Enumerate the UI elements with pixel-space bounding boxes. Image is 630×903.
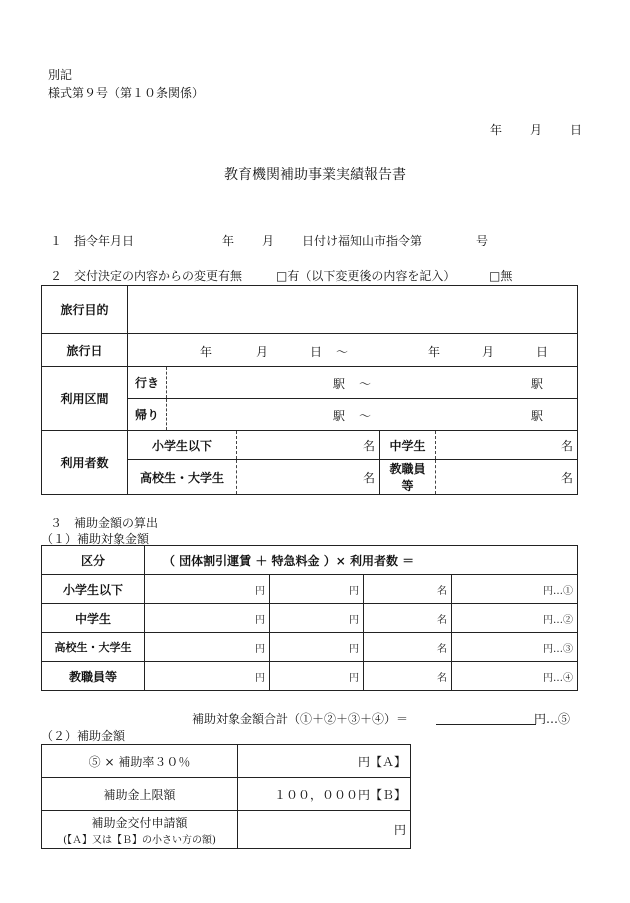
outbound-separator: ～: [359, 377, 372, 391]
count-input[interactable]: 名: [364, 662, 452, 691]
calc-row-label: 高校生・大学生: [42, 633, 145, 662]
calc-row-label: 小学生以下: [42, 575, 145, 604]
count-input[interactable]: 名: [364, 604, 452, 633]
outbound-route-field[interactable]: [167, 367, 578, 399]
calc-table: [41, 545, 578, 691]
trip-day2: 日: [536, 345, 549, 359]
section1-month: 月: [262, 234, 275, 248]
calc-row: [42, 604, 578, 633]
date-day: 日: [570, 123, 583, 137]
fare-input[interactable]: 円: [145, 633, 270, 662]
calc-row: [42, 575, 578, 604]
express-input[interactable]: 円: [270, 662, 364, 691]
count-input[interactable]: 名: [364, 633, 452, 662]
return-separator: ～: [359, 409, 372, 423]
trip-date-separator: ～: [336, 345, 349, 359]
section3-sub1: （１）補助対象金額: [41, 532, 150, 546]
outbound-label: 行き: [128, 367, 167, 399]
section1-label: １ 指令年月日: [50, 234, 135, 248]
high-univ-count[interactable]: 名: [237, 460, 380, 495]
trip-date-field[interactable]: [128, 334, 578, 367]
express-input[interactable]: 円: [270, 604, 364, 633]
result-input[interactable]: 円…④: [452, 662, 578, 691]
high-univ-label: 高校生・大学生: [128, 460, 237, 495]
limit-label: 補助金上限額: [42, 778, 238, 811]
express-input[interactable]: 円: [270, 575, 364, 604]
request-value-field[interactable]: 円: [238, 811, 411, 849]
fare-input[interactable]: 円: [145, 604, 270, 633]
users-label: 利用者数: [42, 431, 128, 495]
express-input[interactable]: 円: [270, 633, 364, 662]
change-yes-option[interactable]: □有（以下変更後の内容を記入）: [276, 269, 456, 283]
staff-count[interactable]: 名: [436, 460, 578, 495]
trip-month2: 月: [482, 345, 495, 359]
formula-header: （ 団体割引運賃 ＋ 特急料金 ）× 利用者数 ＝: [145, 546, 578, 575]
junior-high-label: 中学生: [380, 431, 436, 460]
section3-sub2: （２）補助金額: [41, 729, 126, 743]
request-label: 補助金交付申請額: [91, 815, 188, 830]
return-label: 帰り: [128, 399, 167, 431]
subsidy-table: [41, 744, 411, 849]
result-input[interactable]: 円…①: [452, 575, 578, 604]
trip-day1: 日: [310, 345, 323, 359]
outbound-station-from: 駅: [333, 377, 346, 391]
change-no-option[interactable]: □無: [489, 269, 513, 283]
total-field[interactable]: [436, 724, 536, 725]
section1-no: 号: [476, 234, 489, 248]
rate-label: ⑤ × 補助率３０％: [42, 745, 238, 778]
section3-label: ３ 補助金額の算出: [50, 516, 159, 530]
calc-row: [42, 662, 578, 691]
trip-table: [41, 285, 578, 495]
trip-year2: 年: [428, 345, 441, 359]
result-input[interactable]: 円…②: [452, 604, 578, 633]
page-title: 教育機関補助事業実績報告書: [224, 167, 406, 183]
fare-input[interactable]: 円: [145, 662, 270, 691]
category-header: 区分: [42, 546, 145, 575]
calc-row-label: 中学生: [42, 604, 145, 633]
section2-label: ２ 交付決定の内容からの変更有無: [50, 269, 243, 283]
elementary-label: 小学生以下: [128, 431, 237, 460]
calc-row: [42, 633, 578, 662]
return-station-from: 駅: [333, 409, 346, 423]
trip-year1: 年: [200, 345, 213, 359]
fare-input[interactable]: 円: [145, 575, 270, 604]
date-year: 年: [490, 123, 503, 137]
section1-suffix: 日付け福知山市指令第: [302, 234, 423, 248]
staff-label: 教職員等: [380, 460, 436, 495]
outbound-station-to: 駅: [531, 377, 544, 391]
request-note: (【Ａ】又は【Ｂ】の小さい方の額): [63, 834, 216, 846]
trip-month1: 月: [256, 345, 269, 359]
request-label-cell: [42, 811, 238, 849]
return-route-field[interactable]: [167, 399, 578, 431]
section1-year: 年: [222, 234, 235, 248]
limit-value: １００，０００円【Ｂ】: [238, 778, 411, 811]
purpose-label: 旅行目的: [42, 286, 128, 334]
total-label: 補助対象金額合計（①＋②＋③＋④）＝: [192, 712, 409, 726]
return-station-to: 駅: [531, 409, 544, 423]
rate-value-field[interactable]: 円【Ａ】: [238, 745, 411, 778]
result-input[interactable]: 円…③: [452, 633, 578, 662]
appendix-label: 別記: [48, 68, 73, 82]
route-label: 利用区間: [42, 367, 128, 431]
purpose-field[interactable]: [128, 286, 578, 334]
elementary-count[interactable]: 名: [237, 431, 380, 460]
form-number: 様式第９号（第１０条関係）: [48, 86, 205, 100]
date-label: 旅行日: [42, 334, 128, 367]
date-month: 月: [530, 123, 543, 137]
calc-row-label: 教職員等: [42, 662, 145, 691]
count-input[interactable]: 名: [364, 575, 452, 604]
total-value-unit: 円…⑤: [534, 712, 571, 726]
junior-high-count[interactable]: 名: [436, 431, 578, 460]
